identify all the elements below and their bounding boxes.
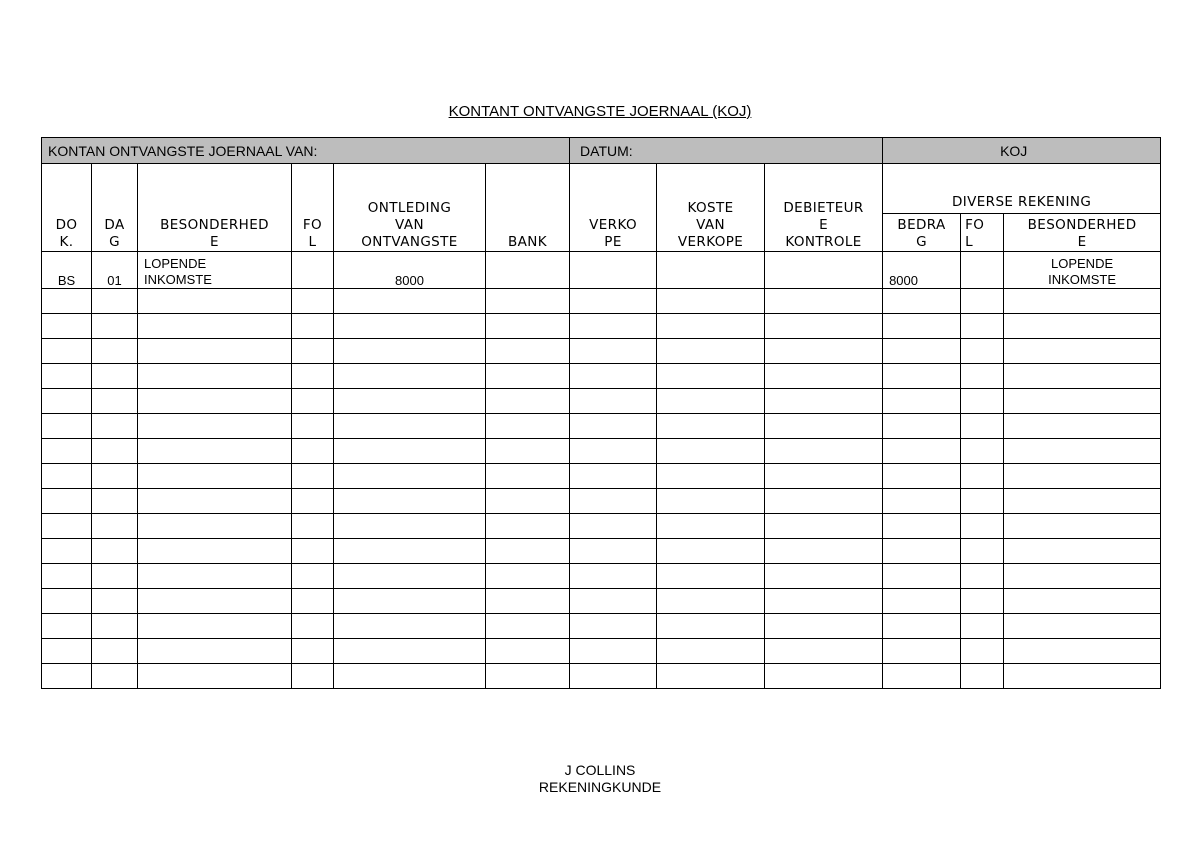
table-cell[interactable] xyxy=(292,589,334,614)
table-cell[interactable] xyxy=(334,489,486,514)
table-cell[interactable] xyxy=(883,389,961,414)
table-row xyxy=(42,252,1161,289)
table-row xyxy=(42,414,1161,439)
table-cell[interactable] xyxy=(765,289,883,314)
table-cell[interactable] xyxy=(657,464,765,489)
table-cell[interactable] xyxy=(292,289,334,314)
journal-header-bar xyxy=(42,138,1161,164)
table-cell[interactable] xyxy=(961,514,1004,539)
table-cell[interactable] xyxy=(961,614,1004,639)
table-cell[interactable] xyxy=(138,289,292,314)
table-cell[interactable] xyxy=(657,539,765,564)
table-cell[interactable] xyxy=(657,414,765,439)
table-cell[interactable] xyxy=(486,414,570,439)
table-cell[interactable] xyxy=(486,464,570,489)
table-cell[interactable] xyxy=(961,339,1004,364)
table-cell[interactable] xyxy=(138,664,292,689)
table-cell[interactable] xyxy=(883,639,961,664)
table-cell[interactable] xyxy=(334,389,486,414)
table-cell[interactable] xyxy=(883,514,961,539)
table-cell[interactable] xyxy=(486,614,570,639)
table-cell[interactable] xyxy=(765,389,883,414)
table-cell[interactable] xyxy=(42,564,92,589)
table-cell[interactable] xyxy=(138,464,292,489)
table-cell[interactable] xyxy=(42,364,92,389)
entry-bank[interactable] xyxy=(486,252,570,289)
table-cell[interactable] xyxy=(961,489,1004,514)
table-cell[interactable] xyxy=(657,314,765,339)
table-cell[interactable] xyxy=(570,389,657,414)
col-verkope: VERKO PE xyxy=(570,164,657,252)
table-cell[interactable] xyxy=(765,514,883,539)
journal-label: KONTAN ONTVANGSTE JOERNAAL VAN: xyxy=(42,138,570,164)
col-diverse-bedrag: BEDRA G xyxy=(883,214,961,252)
table-cell[interactable] xyxy=(883,289,961,314)
table-cell[interactable] xyxy=(486,389,570,414)
table-cell[interactable] xyxy=(961,314,1004,339)
table-cell[interactable] xyxy=(1004,564,1161,589)
table-cell[interactable] xyxy=(1004,314,1161,339)
table-cell[interactable] xyxy=(334,664,486,689)
table-cell[interactable] xyxy=(138,589,292,614)
table-cell[interactable] xyxy=(883,589,961,614)
table-cell[interactable] xyxy=(334,289,486,314)
table-cell[interactable] xyxy=(765,439,883,464)
table-cell[interactable] xyxy=(138,414,292,439)
table-cell[interactable] xyxy=(1004,414,1161,439)
col-dag: DA G xyxy=(92,164,138,252)
column-header-row xyxy=(42,164,1161,214)
entry-debiteure-kontrole[interactable] xyxy=(765,252,883,289)
table-cell[interactable] xyxy=(92,664,138,689)
table-cell[interactable] xyxy=(486,664,570,689)
table-cell[interactable] xyxy=(334,564,486,589)
table-cell[interactable] xyxy=(883,464,961,489)
table-cell[interactable] xyxy=(292,314,334,339)
table-cell[interactable] xyxy=(292,514,334,539)
footer-subject: REKENINGKUNDE xyxy=(538,779,662,795)
table-cell[interactable] xyxy=(486,639,570,664)
entry-diverse-bedrag[interactable]: 8000 xyxy=(883,252,961,289)
table-cell[interactable] xyxy=(570,339,657,364)
table-cell[interactable] xyxy=(570,539,657,564)
footer xyxy=(0,762,1200,796)
table-row xyxy=(42,639,1161,664)
journal-code xyxy=(883,138,1161,164)
table-cell[interactable] xyxy=(42,589,92,614)
table-cell[interactable] xyxy=(961,539,1004,564)
col-koste-van-verkope: KOSTE VAN VERKOPE xyxy=(657,164,765,252)
table-cell[interactable] xyxy=(883,489,961,514)
table-row xyxy=(42,664,1161,689)
col-debiteure-kontrole: DEBIETEUR E KONTROLE xyxy=(765,164,883,252)
entry-dok[interactable]: BS xyxy=(42,252,92,289)
table-cell[interactable] xyxy=(42,539,92,564)
table-cell[interactable] xyxy=(486,339,570,364)
table-row xyxy=(42,514,1161,539)
table-cell[interactable] xyxy=(138,364,292,389)
table-cell[interactable] xyxy=(486,589,570,614)
table-cell[interactable] xyxy=(292,414,334,439)
table-cell[interactable] xyxy=(961,364,1004,389)
table-cell[interactable] xyxy=(961,639,1004,664)
table-cell[interactable] xyxy=(138,639,292,664)
table-cell[interactable] xyxy=(961,464,1004,489)
table-cell[interactable] xyxy=(657,339,765,364)
table-cell[interactable] xyxy=(42,339,92,364)
table-cell[interactable] xyxy=(961,414,1004,439)
table-cell[interactable] xyxy=(570,564,657,589)
table-cell[interactable] xyxy=(42,414,92,439)
table-cell[interactable] xyxy=(334,314,486,339)
table-cell[interactable] xyxy=(92,439,138,464)
table-cell[interactable] xyxy=(486,539,570,564)
table-cell[interactable] xyxy=(42,439,92,464)
table-cell[interactable] xyxy=(42,389,92,414)
table-cell[interactable] xyxy=(883,664,961,689)
table-cell[interactable] xyxy=(961,439,1004,464)
table-cell[interactable] xyxy=(292,664,334,689)
table-cell[interactable] xyxy=(92,339,138,364)
table-cell[interactable] xyxy=(292,364,334,389)
entry-fol[interactable] xyxy=(292,252,334,289)
table-cell[interactable] xyxy=(883,539,961,564)
table-cell[interactable] xyxy=(292,489,334,514)
table-cell[interactable] xyxy=(657,489,765,514)
table-cell[interactable] xyxy=(570,639,657,664)
table-cell[interactable] xyxy=(334,464,486,489)
table-cell[interactable] xyxy=(92,289,138,314)
table-cell[interactable] xyxy=(92,514,138,539)
col-diverse-rekening: DIVERSE REKENING xyxy=(883,164,1161,214)
table-cell[interactable] xyxy=(92,539,138,564)
table-cell[interactable] xyxy=(42,289,92,314)
table-cell[interactable] xyxy=(334,339,486,364)
table-cell[interactable] xyxy=(765,414,883,439)
table-cell[interactable] xyxy=(570,514,657,539)
table-cell[interactable] xyxy=(570,364,657,389)
table-cell[interactable] xyxy=(292,464,334,489)
table-row xyxy=(42,464,1161,489)
table-cell[interactable] xyxy=(1004,539,1161,564)
entry-diverse-fol[interactable] xyxy=(961,252,1004,289)
table-cell[interactable] xyxy=(92,614,138,639)
table-row xyxy=(42,539,1161,564)
table-cell[interactable] xyxy=(486,314,570,339)
date-field[interactable] xyxy=(570,138,883,164)
table-row xyxy=(42,564,1161,589)
table-cell[interactable] xyxy=(1004,639,1161,664)
table-cell[interactable] xyxy=(42,464,92,489)
table-cell[interactable] xyxy=(961,289,1004,314)
table-cell[interactable] xyxy=(765,639,883,664)
table-cell[interactable] xyxy=(92,589,138,614)
cash-receipts-journal-table xyxy=(41,137,1161,689)
table-cell[interactable] xyxy=(570,464,657,489)
table-cell[interactable] xyxy=(138,489,292,514)
date-label: DATUM: xyxy=(580,143,633,159)
col-ontleding: ONTLEDING VAN ONTVANGSTE xyxy=(334,164,486,252)
table-cell[interactable] xyxy=(765,339,883,364)
table-cell[interactable] xyxy=(292,339,334,364)
table-cell[interactable] xyxy=(92,564,138,589)
table-cell[interactable] xyxy=(486,439,570,464)
table-cell[interactable] xyxy=(765,614,883,639)
table-cell[interactable] xyxy=(138,314,292,339)
table-cell[interactable] xyxy=(42,639,92,664)
table-cell[interactable] xyxy=(486,514,570,539)
table-cell[interactable] xyxy=(1004,439,1161,464)
table-cell[interactable] xyxy=(138,614,292,639)
table-cell[interactable] xyxy=(42,514,92,539)
table-row xyxy=(42,589,1161,614)
table-row xyxy=(42,489,1161,514)
table-cell[interactable] xyxy=(334,414,486,439)
table-cell[interactable] xyxy=(765,539,883,564)
table-cell[interactable] xyxy=(138,389,292,414)
table-cell[interactable] xyxy=(765,364,883,389)
table-cell[interactable] xyxy=(1004,614,1161,639)
table-cell[interactable] xyxy=(334,439,486,464)
table-cell[interactable] xyxy=(292,639,334,664)
entry-ontleding[interactable]: 8000 xyxy=(334,252,486,289)
entry-dag[interactable]: 01 xyxy=(92,252,138,289)
table-cell[interactable] xyxy=(765,489,883,514)
table-cell[interactable] xyxy=(1004,364,1161,389)
col-dok: DO K. xyxy=(42,164,92,252)
table-cell[interactable] xyxy=(657,614,765,639)
table-cell[interactable] xyxy=(657,289,765,314)
table-row xyxy=(42,314,1161,339)
entry-besonderhede[interactable]: LOPENDE INKOMSTE xyxy=(138,252,292,289)
table-cell[interactable] xyxy=(1004,664,1161,689)
table-cell[interactable] xyxy=(961,589,1004,614)
table-cell[interactable] xyxy=(42,314,92,339)
table-cell[interactable] xyxy=(657,389,765,414)
table-cell[interactable] xyxy=(92,364,138,389)
table-cell[interactable] xyxy=(42,489,92,514)
table-cell[interactable] xyxy=(292,389,334,414)
table-cell[interactable] xyxy=(570,439,657,464)
table-cell[interactable] xyxy=(570,414,657,439)
table-cell[interactable] xyxy=(883,564,961,589)
table-cell[interactable] xyxy=(883,439,961,464)
table-cell[interactable] xyxy=(570,314,657,339)
table-cell[interactable] xyxy=(657,514,765,539)
table-cell[interactable] xyxy=(334,589,486,614)
table-cell[interactable] xyxy=(657,364,765,389)
table-row xyxy=(42,614,1161,639)
table-cell[interactable] xyxy=(1004,589,1161,614)
col-besonderhede: BESONDERHED E xyxy=(138,164,292,252)
table-cell[interactable] xyxy=(292,539,334,564)
col-diverse-fol: FO L xyxy=(961,214,1004,252)
table-cell[interactable] xyxy=(657,439,765,464)
table-cell[interactable] xyxy=(92,314,138,339)
table-cell[interactable] xyxy=(765,464,883,489)
table-cell[interactable] xyxy=(570,289,657,314)
table-cell[interactable] xyxy=(765,564,883,589)
table-cell[interactable] xyxy=(292,564,334,589)
table-cell[interactable] xyxy=(334,514,486,539)
table-cell[interactable] xyxy=(486,564,570,589)
table-cell[interactable] xyxy=(334,539,486,564)
table-cell[interactable] xyxy=(92,464,138,489)
journal-code-label: KOJ xyxy=(1000,143,1028,159)
table-cell[interactable] xyxy=(1004,289,1161,314)
table-cell[interactable] xyxy=(138,439,292,464)
table-cell[interactable] xyxy=(657,664,765,689)
entry-diverse-besonderhede[interactable]: LOPENDE INKOMSTE xyxy=(1004,252,1161,289)
table-cell[interactable] xyxy=(961,664,1004,689)
table-row xyxy=(42,389,1161,414)
table-cell[interactable] xyxy=(961,564,1004,589)
table-row xyxy=(42,339,1161,364)
table-cell[interactable] xyxy=(657,639,765,664)
table-cell[interactable] xyxy=(92,389,138,414)
table-cell[interactable] xyxy=(292,614,334,639)
table-cell[interactable] xyxy=(657,564,765,589)
page-title: KONTANT ONTVANGSTE JOERNAAL (KOJ) xyxy=(448,103,752,120)
table-cell[interactable] xyxy=(138,564,292,589)
col-diverse-besonderhede: BESONDERHED E xyxy=(1004,214,1161,252)
table-cell[interactable] xyxy=(1004,489,1161,514)
table-cell[interactable] xyxy=(486,289,570,314)
blank-rows xyxy=(42,289,1161,689)
table-cell[interactable] xyxy=(765,664,883,689)
col-bank: BANK xyxy=(486,164,570,252)
table-cell[interactable] xyxy=(961,389,1004,414)
table-cell[interactable] xyxy=(570,614,657,639)
table-cell[interactable] xyxy=(1004,464,1161,489)
table-cell[interactable] xyxy=(92,489,138,514)
table-cell[interactable] xyxy=(1004,389,1161,414)
table-cell[interactable] xyxy=(138,539,292,564)
entry-koste-van-verkope[interactable] xyxy=(657,252,765,289)
table-cell[interactable] xyxy=(1004,339,1161,364)
table-row xyxy=(42,439,1161,464)
table-cell[interactable] xyxy=(334,639,486,664)
table-cell[interactable] xyxy=(883,614,961,639)
table-cell[interactable] xyxy=(765,314,883,339)
table-cell[interactable] xyxy=(138,339,292,364)
table-cell[interactable] xyxy=(334,364,486,389)
table-cell[interactable] xyxy=(883,414,961,439)
table-cell[interactable] xyxy=(92,414,138,439)
table-cell[interactable] xyxy=(292,439,334,464)
table-cell[interactable] xyxy=(486,364,570,389)
table-row xyxy=(42,364,1161,389)
table-cell[interactable] xyxy=(42,664,92,689)
table-cell[interactable] xyxy=(657,589,765,614)
col-fol: FO L xyxy=(292,164,334,252)
table-cell[interactable] xyxy=(1004,514,1161,539)
table-cell[interactable] xyxy=(570,489,657,514)
table-cell[interactable] xyxy=(883,314,961,339)
table-cell[interactable] xyxy=(42,614,92,639)
table-cell[interactable] xyxy=(334,614,486,639)
table-cell[interactable] xyxy=(92,639,138,664)
footer-author: J COLLINS xyxy=(564,762,636,778)
entry-verkope[interactable] xyxy=(570,252,657,289)
table-row xyxy=(42,289,1161,314)
table-cell[interactable] xyxy=(765,589,883,614)
table-cell[interactable] xyxy=(486,489,570,514)
table-cell[interactable] xyxy=(138,514,292,539)
table-cell[interactable] xyxy=(570,664,657,689)
table-cell[interactable] xyxy=(883,339,961,364)
table-cell[interactable] xyxy=(883,364,961,389)
table-cell[interactable] xyxy=(570,589,657,614)
